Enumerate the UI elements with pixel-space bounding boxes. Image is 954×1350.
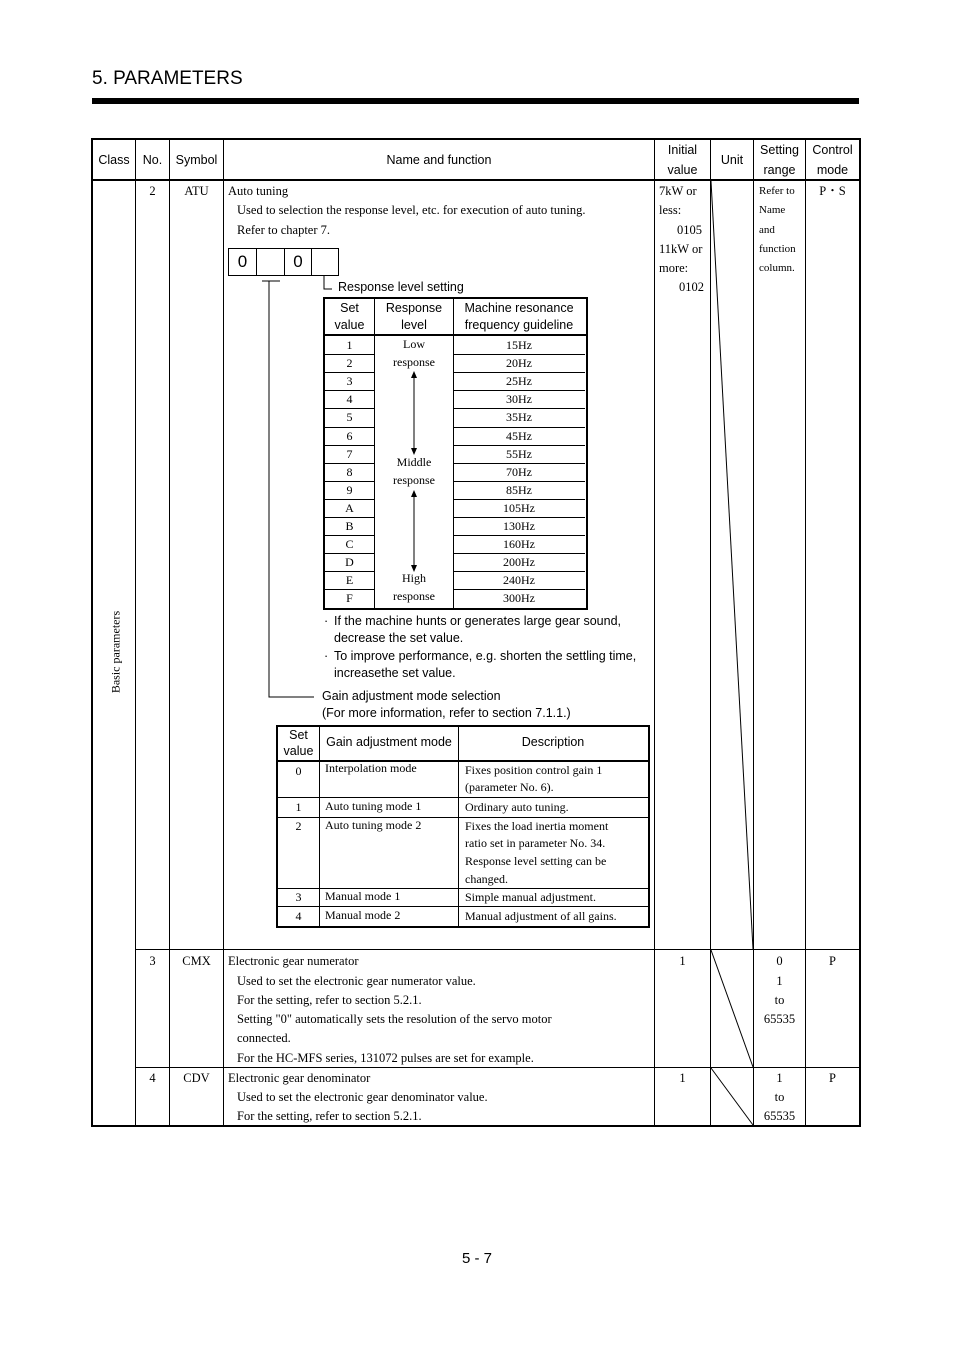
- header-setting-range: Setting: [760, 143, 799, 157]
- gain-row-desc: Fixes the load inertia moment: [465, 819, 609, 833]
- setting-range: Refer to: [759, 185, 795, 197]
- response-set-value: 8: [346, 465, 353, 479]
- gain-row-mode: Manual mode 1: [325, 889, 401, 903]
- gain-row-mode: Auto tuning mode 1: [325, 799, 422, 813]
- control-mode: P: [829, 954, 836, 968]
- resonance-frequency: 30Hz: [506, 392, 532, 406]
- resonance-frequency: 70Hz: [506, 465, 532, 479]
- resonance-frequency: 130Hz: [503, 519, 535, 533]
- gain-row-desc: Simple manual adjustment.: [465, 890, 596, 904]
- header-class: Class: [98, 153, 130, 167]
- gain-row-value: 1: [295, 800, 302, 814]
- level-high: High: [402, 571, 426, 585]
- resonance-frequency: 300Hz: [503, 591, 535, 605]
- param-symbol: CDV: [183, 1071, 210, 1085]
- resonance-frequency: 35Hz: [506, 410, 532, 424]
- response-set-value: A: [345, 501, 354, 515]
- class-label: Basic parameters: [108, 610, 123, 694]
- param-no: 4: [149, 1071, 156, 1085]
- param-name: Electronic gear numerator: [228, 954, 359, 968]
- control-mode: P・S: [819, 184, 846, 198]
- param-no: 3: [149, 954, 156, 968]
- response-set-value: C: [345, 537, 354, 551]
- param-desc-line: Used to set the electronic gear denominator value.: [237, 1090, 488, 1104]
- gain-row-value: 0: [295, 764, 302, 778]
- param-desc-line: For the setting, refer to section 5.2.1.: [237, 1109, 422, 1123]
- resonance-frequency: 160Hz: [503, 537, 535, 551]
- param-symbol: ATU: [184, 184, 209, 198]
- digit-box: 0: [228, 248, 257, 276]
- setting-range: 0: [776, 954, 783, 968]
- param-no: 2: [149, 184, 156, 198]
- header-no: No.: [142, 153, 163, 167]
- header-unit: Unit: [720, 153, 744, 167]
- digit-box: 0: [284, 248, 312, 276]
- resonance-frequency: 240Hz: [503, 573, 535, 587]
- initial-value: 1: [679, 954, 686, 968]
- gain-row-desc: Fixes position control gain 1: [465, 763, 603, 777]
- param-symbol: CMX: [182, 954, 211, 968]
- resonance-frequency: 55Hz: [506, 447, 532, 461]
- response-set-value: F: [346, 591, 353, 605]
- gain-row-value: 2: [295, 819, 302, 833]
- resonance-frequency: 85Hz: [506, 483, 532, 497]
- setting-range: 1: [776, 1071, 783, 1085]
- param-desc-line: connected.: [237, 1031, 291, 1045]
- gain-row-value: 4: [295, 909, 302, 923]
- note: If the machine hunts or generates large gear sound,: [334, 614, 621, 628]
- gain-row-mode: Auto tuning mode 2: [325, 818, 422, 832]
- response-level-label: Response level setting: [338, 280, 464, 294]
- header-name-function: Name and function: [386, 153, 492, 167]
- header-symbol: Symbol: [175, 153, 218, 167]
- response-set-value: 3: [346, 374, 353, 388]
- param-desc-line: Used to selection the response level, etc. for execution of auto tuning.: [237, 203, 586, 217]
- gain-mode-label: Gain adjustment mode selection: [322, 689, 501, 703]
- gain-row-desc: Ordinary auto tuning.: [465, 800, 569, 814]
- response-set-value: D: [345, 555, 354, 569]
- gain-row-mode: Interpolation mode: [325, 761, 417, 775]
- param-name: Auto tuning: [228, 184, 289, 198]
- resonance-frequency: 105Hz: [503, 501, 535, 515]
- header-initial-value: Initial: [667, 143, 698, 157]
- response-set-value: 1: [346, 338, 353, 352]
- initial-value: 7kW or: [659, 184, 697, 198]
- header-control-mode: Control: [812, 143, 853, 157]
- param-desc-line: Setting "0" automatically sets the resolution of the servo motor: [237, 1012, 552, 1026]
- response-set-value: 6: [346, 429, 353, 443]
- response-set-value: 4: [346, 392, 353, 406]
- response-set-value: 5: [346, 410, 353, 424]
- resonance-frequency: 45Hz: [506, 429, 532, 443]
- resonance-frequency: 15Hz: [506, 338, 532, 352]
- level-middle: Middle: [396, 455, 432, 469]
- level-low: Low: [403, 337, 425, 351]
- param-desc-line: For the HC-MFS series, 131072 pulses are set for example.: [237, 1051, 534, 1065]
- gain-row-mode: Manual mode 2: [325, 908, 401, 922]
- response-set-value: B: [345, 519, 354, 533]
- param-desc-line: For the setting, refer to section 5.2.1.: [237, 993, 422, 1007]
- resonance-frequency: 25Hz: [506, 374, 532, 388]
- param-desc-line: Refer to chapter 7.: [237, 223, 331, 237]
- gain-row-value: 3: [295, 890, 302, 904]
- param-desc-line: Used to set the electronic gear numerator value.: [237, 974, 476, 988]
- param-name: Electronic gear denominator: [228, 1071, 371, 1085]
- resonance-frequency: 200Hz: [503, 555, 535, 569]
- response-set-value: 7: [346, 447, 353, 461]
- response-set-value: 2: [346, 356, 353, 370]
- response-set-value: E: [345, 573, 354, 587]
- initial-value: 1: [679, 1071, 686, 1085]
- note: To improve performance, e.g. shorten the settling time,: [334, 649, 637, 663]
- response-set-value: 9: [346, 483, 353, 497]
- page-number: 5 - 7: [461, 1250, 492, 1267]
- gain-row-desc: Manual adjustment of all gains.: [465, 909, 617, 923]
- control-mode: P: [829, 1071, 836, 1085]
- resonance-frequency: 20Hz: [506, 356, 532, 370]
- page-title: 5. PARAMETERS: [92, 68, 243, 89]
